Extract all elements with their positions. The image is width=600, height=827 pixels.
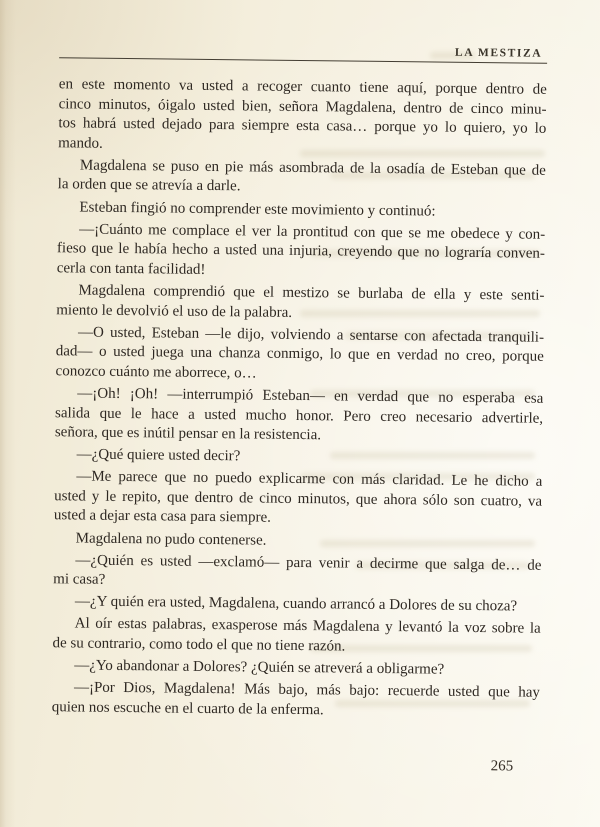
paragraph <box>53 593 541 618</box>
text-line: señora, que es inútil pensar en la resistencia. <box>54 424 322 444</box>
paragraph <box>55 445 543 470</box>
page-header <box>59 41 547 64</box>
paragraph <box>54 529 542 554</box>
text-line: usted a dejar esta casa para siempre. <box>53 507 272 527</box>
text-line: la orden que se atrevía a darle. <box>57 176 241 195</box>
paragraph <box>57 198 545 223</box>
text-line: —¿Qué quiere usted decir? <box>76 446 241 465</box>
paragraph <box>55 384 544 448</box>
text-line: Magdalena comprendió que el mestizo se burlaba de ella y este senti- <box>78 282 545 304</box>
text-line: salida que le hace a usted mucho honor. Pero creo necesario advertirle, <box>55 404 544 427</box>
paragraph <box>52 615 540 660</box>
text-line: Esteban fingió no comprender este movimiento y continuó: <box>79 199 436 220</box>
text-line: —¡Oh! ¡Oh! —interrumpió Esteban— en verdad que no esperaba esa <box>77 385 544 407</box>
paragraph <box>57 220 546 284</box>
paragraph <box>53 551 541 596</box>
paragraph <box>58 156 546 201</box>
text-line: Magdalena se puso en pie más asombrada de la osadía de Esteban que de <box>79 157 546 179</box>
paragraph <box>54 468 543 532</box>
text-line: mi casa? <box>53 571 106 589</box>
text-line: en este momento va usted a recoger cuanto tiene aquí, porque dentro de <box>58 76 547 98</box>
paragraph <box>58 75 547 159</box>
paragraph <box>52 656 540 681</box>
text-line: quien nos escuche en el cuarto de la enferma. <box>51 699 324 719</box>
paragraph <box>56 281 544 326</box>
text-line: dad— o usted juega una chanza conmigo, lo que en verdad no creo, porque <box>55 343 544 365</box>
text-line: de su contrario, como todo el que no tiene razón. <box>52 635 346 655</box>
paragraph <box>55 323 544 387</box>
text-line: —¿Quién es usted —exclamó— para venir a decirme que salga de… de <box>75 552 542 574</box>
body-text <box>52 75 547 723</box>
text-line: —¿Yo abandonar a Dolores? ¿Quién se atreverá a obligarme? <box>74 657 445 678</box>
text-line: —Me parece que no puedo explicarme con más claridad. Le he dicho a <box>76 468 543 491</box>
text-line: —O usted, Esteban —le dijo, volviendo a sentarse con afectada tranquili- <box>77 324 545 346</box>
text-line: Al oír estas palabras, exasperose más Magdalena y levantó la voz sobre la <box>74 615 541 638</box>
text-line: Magdalena no pudo contenerse. <box>75 530 267 549</box>
text-line: tos habrá usted dejado para siempre esta casa… porque yo lo quiero, yo lo <box>58 115 547 137</box>
text-line: usted y le repito, que dentro de cinco minutos, que ahora sólo son cuatro, va <box>54 488 543 510</box>
text-line: —¡Por Dios, Magdalena! Más bajo, más bajo: recuerde usted que hay <box>73 679 541 701</box>
text-line: miento le devolvió el uso de la palabra. <box>56 301 293 321</box>
page-number: 265 <box>490 758 514 775</box>
page-content <box>51 41 547 776</box>
text-line: cinco minutos, óigalo usted bien, señora Magdalena, dentro de cinco minu- <box>58 95 547 118</box>
text-line: conozco cuánto me aborrece, o… <box>55 363 257 382</box>
text-line: mando. <box>58 135 103 152</box>
running-title: LA MESTIZA <box>454 46 543 60</box>
paragraph <box>52 678 540 723</box>
text-line: fieso que le había hecho a usted una injuria, creyendo que no lograría conven- <box>56 240 546 263</box>
text-line: —¡Cuánto me complace el ver la prontitud con que se me obedece y con- <box>79 221 546 243</box>
text-line: cerla con tanta facilidad! <box>56 260 206 278</box>
text-line: —¿Y quién era usted, Magdalena, cuando arrancó a Dolores de su choza? <box>74 593 518 615</box>
